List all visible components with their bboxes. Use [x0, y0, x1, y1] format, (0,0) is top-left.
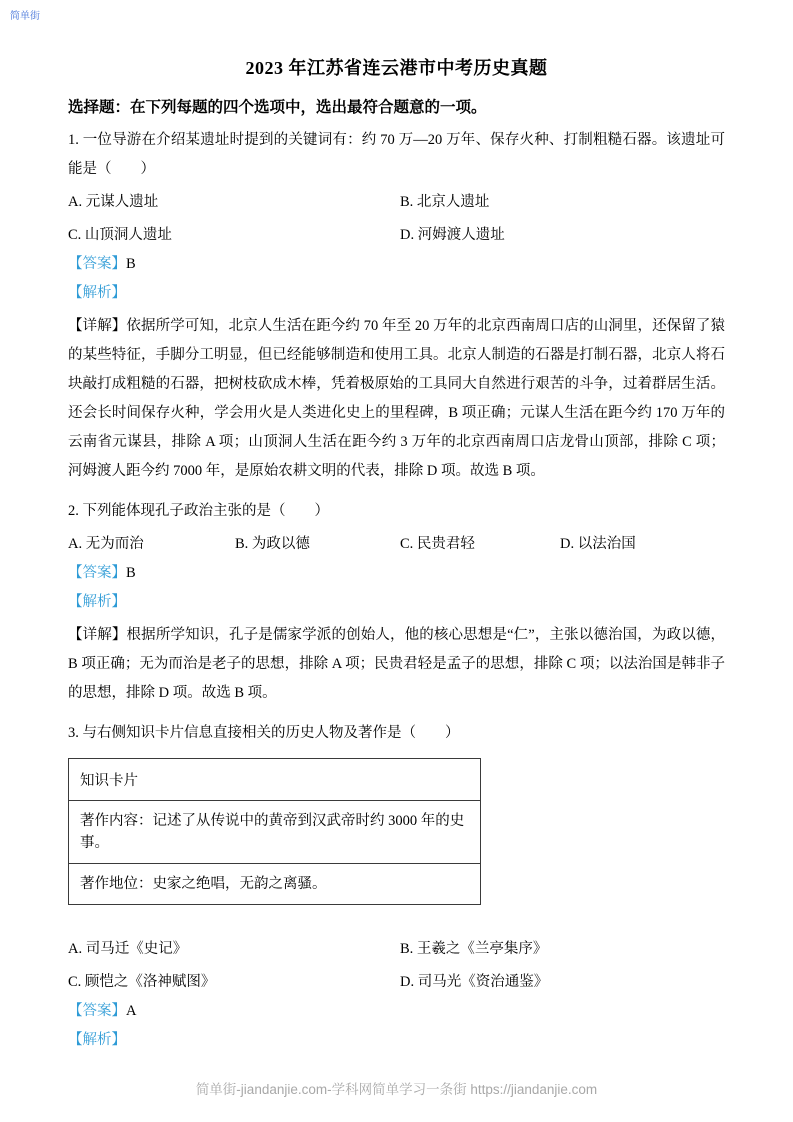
question-1-option-b: B. 北京人遗址: [400, 194, 490, 210]
answer-label: 【答案】: [68, 565, 126, 581]
question-2-option-a: A. 无为而治: [68, 536, 144, 552]
question-3-options: [68, 939, 725, 993]
question-1-option-a: A. 元谋人遗址: [68, 194, 159, 210]
question-1-stem: 1. 一位导游在介绍某遗址时提到的关键词有：约 70 万—20 万年、保存火种、打制粗糙石器。该遗址可能是（ ）: [68, 132, 725, 177]
question-3-answer-line: [68, 1001, 725, 1022]
analysis-label: 【解析】: [68, 285, 126, 301]
question-2-option-d: D. 以法治国: [560, 536, 636, 552]
section-header: 选择题：在下列每题的四个选项中，选出最符合题意的一项。: [68, 99, 487, 116]
answer-value: A: [126, 1003, 137, 1019]
question-3-option-b: B. 王羲之《兰亭集序》: [400, 941, 548, 957]
answer-label: 【答案】: [68, 256, 126, 272]
question-2-options: [68, 534, 725, 555]
knowledge-card-row-status: 著作地位：史家之绝唱，无韵之离骚。: [69, 863, 480, 904]
question-1-option-c: C. 山顶洞人遗址: [68, 227, 172, 243]
question-2-answer-line: [68, 563, 725, 584]
answer-label: 【答案】: [68, 1003, 126, 1019]
question-1-analysis-line: [68, 283, 725, 304]
question-1-option-d: D. 河姆渡人遗址: [400, 227, 505, 243]
answer-value: B: [126, 565, 136, 581]
watermark: 简单街: [10, 11, 40, 22]
question-2-detail: 【详解】根据所学知识，孔子是儒家学派的创始人，他的核心思想是“仁”，主张以德治国，为政以德，B 项正确；无为而治是老子的思想，排除 A 项；民贵君轻是孟子的思想，排除 C 项；以法治国是韩非子的思想，排除 D 项。故选 B 项。: [68, 627, 725, 701]
footer-text: 简单街-jiandanjie.com-学科网简单学习一条街 https://jiandanjie.com: [195, 1082, 598, 1097]
question-2-option-c: C. 民贵君轻: [400, 536, 475, 552]
question-3-option-a: A. 司马迁《史记》: [68, 941, 188, 957]
question-1-options: [68, 192, 725, 246]
question-3-stem: 3. 与右侧知识卡片信息直接相关的历史人物及著作是（ ）: [68, 725, 460, 741]
question-3-option-c: C. 顾恺之《洛神赋图》: [68, 974, 216, 990]
page-title: 2023 年江苏省连云港市中考历史真题: [245, 58, 548, 78]
knowledge-card: [68, 758, 481, 905]
question-1-answer-line: [68, 254, 725, 275]
analysis-label: 【解析】: [68, 594, 126, 610]
answer-value: B: [126, 256, 136, 272]
knowledge-card-row-content: 著作内容：记述了从传说中的黄帝到汉武帝时约 3000 年的史事。: [80, 813, 465, 851]
question-3-option-d: D. 司马光《资治通鉴》: [400, 974, 549, 990]
question-3-analysis-line: [68, 1030, 725, 1051]
question-2-stem: 2. 下列能体现孔子政治主张的是（ ）: [68, 503, 329, 519]
question-2-option-b: B. 为政以德: [235, 536, 310, 552]
analysis-label: 【解析】: [68, 1032, 126, 1048]
question-1-detail: 【详解】依据所学可知，北京人生活在距今约 70 年至 20 万年的北京西南周口店的山洞里，还保留了猿的某些特征，手脚分工明显，但已经能够制造和使用工具。北京人制造的石器是打制石器，北京人将石块敲打成粗糙的石器，把树枝砍成木棒，凭着极原始的工具同大自然进行艰苦的斗争，过着群居生活。还会长时间保存火种，学会用火是人类进化史上的里程碑，B 项正确；元谋人生活在距今约 170 万年的云南省元谋县，排除 A 项；山顶洞人生活在距今约 3 万年的北京西南周口店龙骨山顶部，排除 C 项；河姆渡人距今约 7000 年，是原始农耕文明的代表，排除 D 项。故选 B 项。: [68, 318, 725, 479]
question-2-analysis-line: [68, 592, 725, 613]
knowledge-card-title: 知识卡片: [69, 759, 480, 801]
